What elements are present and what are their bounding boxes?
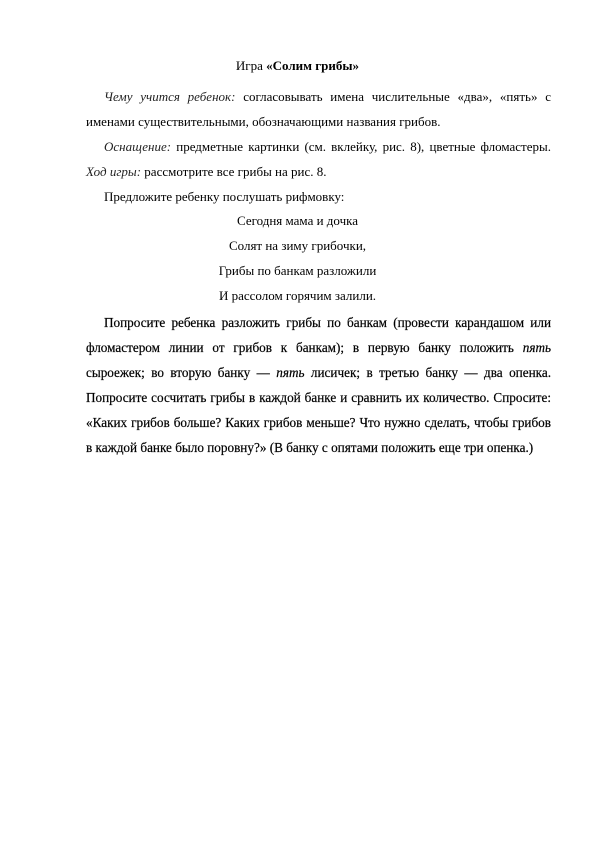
equipment-label: Оснащение: bbox=[104, 139, 172, 154]
goal-label: Чему учится ребенок: bbox=[104, 89, 236, 104]
instructions-part2: сыроежек; во вторую банку — bbox=[86, 365, 277, 380]
instructions-paragraph bbox=[86, 310, 551, 460]
game-name: «Солим грибы» bbox=[266, 58, 360, 73]
equipment-text: предметные картинки (см. вклейку, рис. 8), цветные фломастеры. bbox=[171, 139, 551, 154]
course-label: Ход игры: bbox=[86, 164, 142, 179]
title-prefix: Игра bbox=[235, 58, 267, 73]
equipment-paragraph bbox=[86, 134, 551, 184]
instructions-five-2: пять bbox=[276, 365, 305, 380]
page-title bbox=[0, 57, 595, 75]
instructions-five-1: пять bbox=[522, 340, 551, 355]
course-text: рассмотрите все грибы на рис. 8. bbox=[141, 164, 327, 179]
verse-line-2: Солят на зиму грибочки, bbox=[228, 238, 367, 253]
goal-paragraph bbox=[86, 84, 551, 134]
verse-line-4: И рассолом горячим залили. bbox=[218, 288, 377, 303]
goal-text: согласовывать имена числительные «два», «пять» с именами существительными, обозначающими названия грибов. bbox=[86, 89, 551, 129]
instructions-part1: Попросите ребенка разложить грибы по банкам (провести карандашом или фломастером линии от грибов к банкам); в первую банку положить bbox=[86, 315, 551, 355]
instructions-part3: лисичек; в третью банку — два опенка. Попросите сосчитать грибы в каждой банке и сравнить их количество. Спросите: «Каких грибов больше? Каких грибов меньше? Что нужно сделать, чтобы грибов в каждой банке было поровну?» (В банку с опятами положить еще три опенка.) bbox=[86, 365, 551, 455]
intro-paragraph: Предложите ребенку послушать рифмовку: bbox=[104, 189, 345, 204]
verse-line-1: Сегодня мама и дочка bbox=[236, 213, 358, 228]
verse-line-3: Грибы по банкам разложили bbox=[218, 263, 377, 278]
